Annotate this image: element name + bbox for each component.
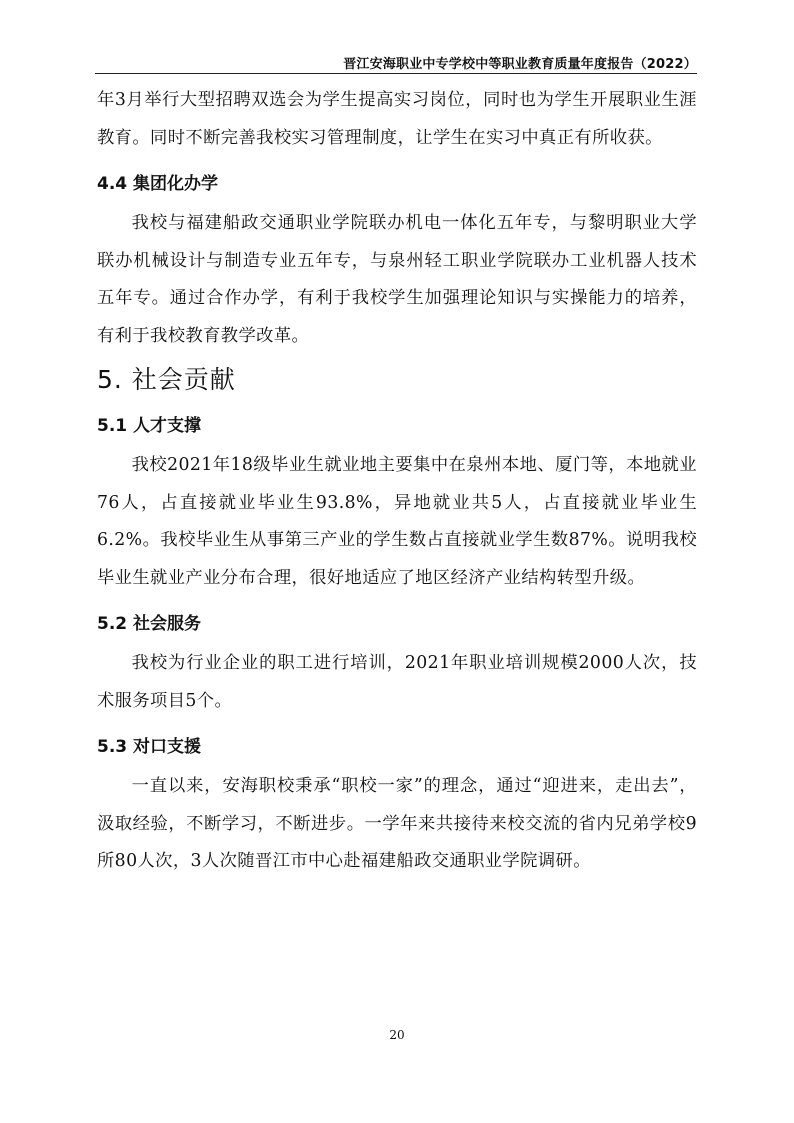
chapter-5-heading: 5. 社会贡献: [97, 365, 236, 394]
section-5-2-body: 我校为行业企业的职工进行培训，2021年职业培训规模2000人次，技术服务项目5个。: [97, 653, 697, 711]
section-5-2-heading: 5.2 社会服务: [97, 614, 202, 634]
intro-paragraph: 年3月举行大型招聘双选会为学生提高实习岗位，同时也为学生开展职业生涯教育。同时不断完善我校实习管理制度，让学生在实习中真正有所收获。: [97, 90, 697, 148]
page-number: 20: [389, 1028, 405, 1042]
section-5-3-body: 一直以来，安海职校秉承“职校一家”的理念，通过“迎进来，走出去”，汲取经验，不断学习，不断进步。一学年来共接待来校交流的省内兄弟学校9所80人次，3人次随晋江市中心赴福建船政交通职业学院调研。: [97, 776, 697, 871]
section-5-1-body: 我校2021年18级毕业生就业地主要集中在泉州本地、厦门等，本地就业76人，占直接就业毕业生93.8%，异地就业共5人，占直接就业毕业生6.2%。我校毕业生从事第三产业的学生数占直接就业学生数87%。说明我校毕业生就业产业分布合理，很好地适应了地区经济产业结构转型升级。: [97, 455, 697, 588]
document-body: [97, 82, 697, 881]
section-4-4-heading: 4.4 集团化办学: [97, 174, 219, 194]
section-5-1-heading: 5.1 人才支撑: [97, 416, 202, 436]
section-4-4-body: 我校与福建船政交通职业学院联办机电一体化五年专，与黎明职业大学联办机械设计与制造专业五年专，与泉州轻工职业学院联办工业机器人技术五年专。通过合作办学，有利于我校学生加强理论知识与实操能力的培养，有利于我校教育教学改革。: [97, 213, 697, 346]
section-5-3-heading: 5.3 对口支援: [97, 737, 202, 757]
page-header: [95, 52, 697, 74]
report-title: 晋江安海职业中专学校中等职业教育质量年度报告（2022）: [343, 57, 697, 72]
